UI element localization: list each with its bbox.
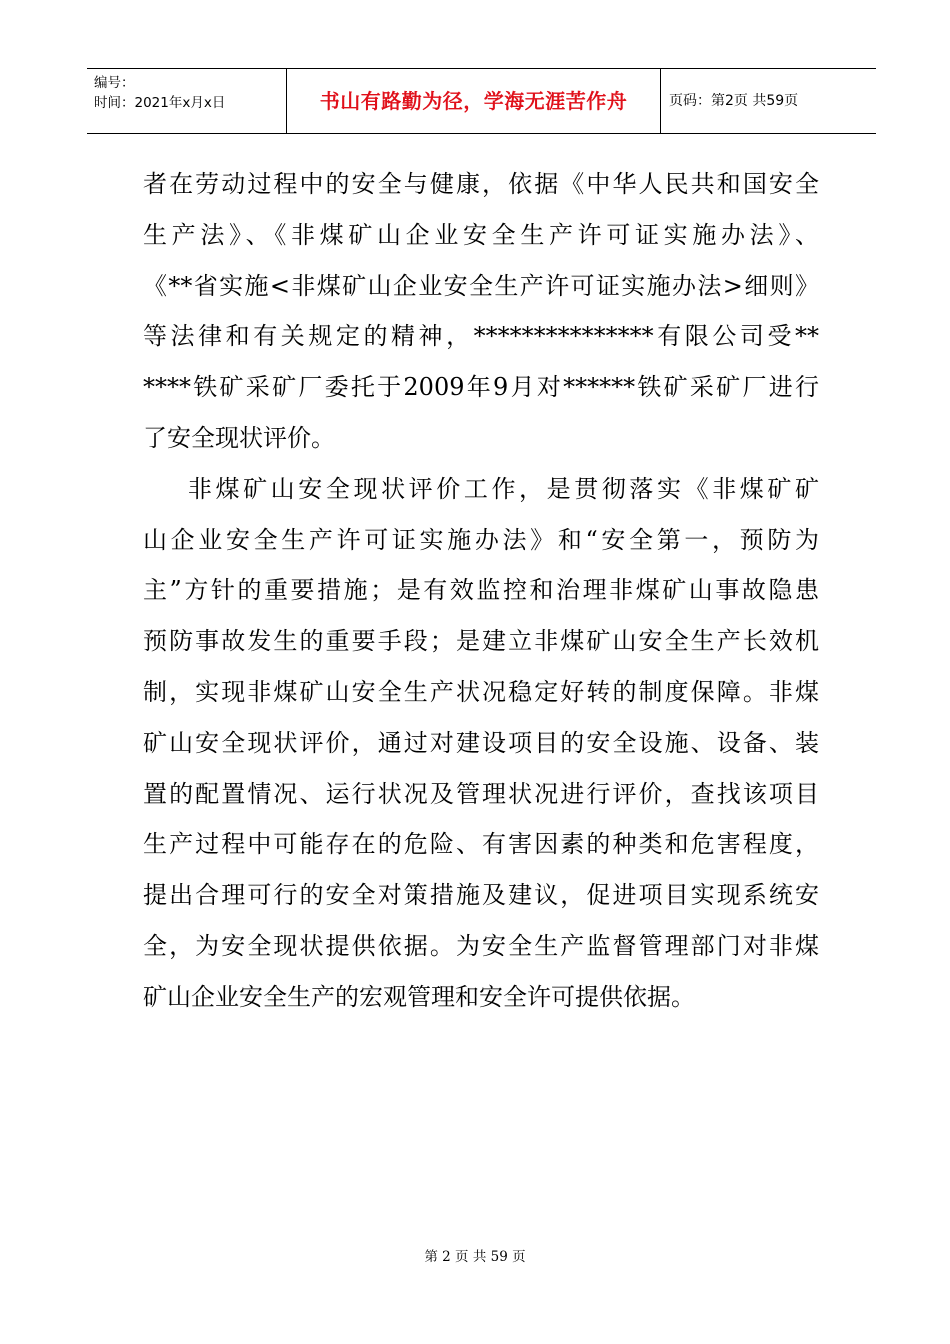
header-meta: [94, 73, 284, 113]
body-line: 制，实现非煤矿山安全生产状况稳定好转的制度保障。非煤: [143, 677, 819, 706]
page-footer: 第 2 页 共 59 页: [424, 1249, 526, 1265]
header-divider: [660, 69, 661, 133]
body-line: 矿山企业安全生产的宏观管理和安全许可提供依据。: [143, 982, 695, 1011]
body-line: 生产法》、《非煤矿山企业安全生产许可证实施办法》、: [143, 220, 819, 249]
header-motto: 书山有路勤为径，学海无涯苦作舟: [319, 89, 628, 113]
header-page-number: 页码：第2页 共59页: [669, 93, 799, 109]
document-number-label: 编号：: [94, 75, 135, 91]
body-line: 非煤矿山安全现状评价工作，是贯彻落实《非煤矿矿: [143, 474, 819, 503]
page-header: [87, 68, 876, 134]
document-body: [143, 159, 819, 1023]
document-time-label: 时间：2021年x月x日: [94, 95, 226, 111]
body-line: 等法律和有关规定的精神，***************有限公司受**: [143, 322, 819, 351]
body-line: 预防事故发生的重要手段；是建立非煤矿山安全生产长效机: [143, 627, 819, 656]
body-line: 主”方针的重要措施；是有效监控和治理非煤矿山事故隐患: [143, 576, 819, 605]
body-line: 《**省实施<非煤矿山企业安全生产许可证实施办法>细则》: [143, 271, 819, 300]
body-line: 了安全现状评价。: [143, 423, 335, 452]
body-line: 矿山安全现状评价，通过对建设项目的安全设施、设备、装: [143, 728, 819, 757]
body-line: 者在劳动过程中的安全与健康，依据《中华人民共和国安全: [143, 170, 819, 198]
body-line: 提出合理可行的安全对策措施及建议，促进项目实现系统安: [143, 881, 819, 910]
body-line: ****铁矿采矿厂委托于2009年9月对******铁矿采矿厂进行: [143, 373, 819, 402]
body-line: 生产过程中可能存在的危险、有害因素的种类和危害程度，: [143, 830, 819, 859]
body-line: 全，为安全现状提供依据。为安全生产监督管理部门对非煤: [143, 931, 819, 960]
body-line: 置的配置情况、运行状况及管理状况进行评价，查找该项目: [143, 779, 819, 808]
body-line: 山企业安全生产许可证实施办法》和“安全第一，预防为: [143, 525, 819, 554]
